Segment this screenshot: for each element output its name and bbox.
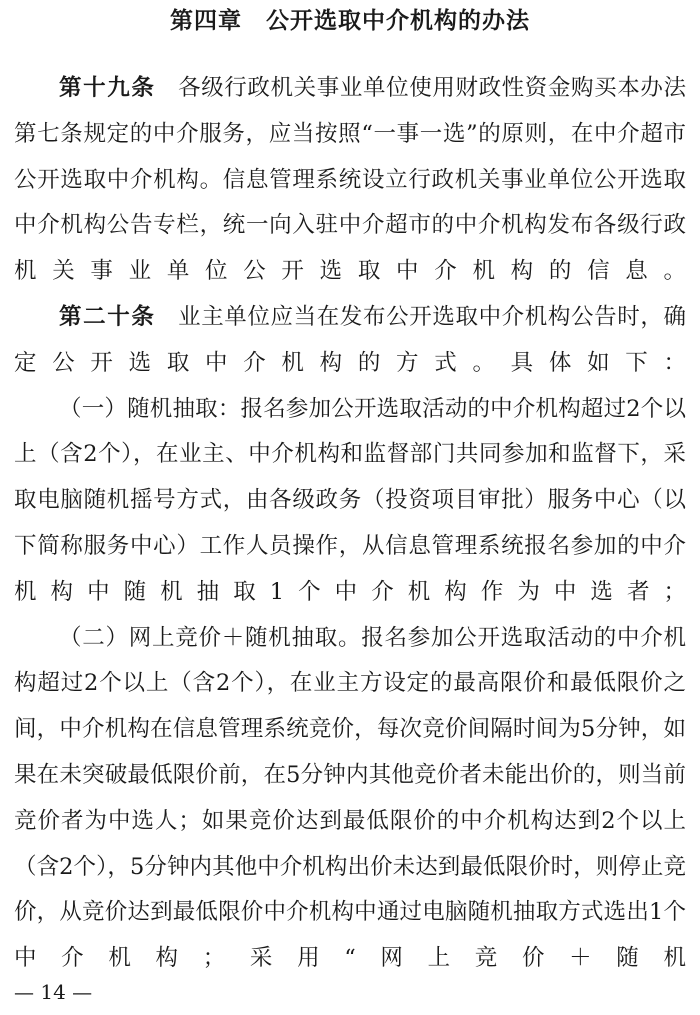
article-20-item-1 bbox=[14, 387, 686, 616]
article-19-text: 各级行政机关事业单位使用财政性资金购买本办法第七条规定的中介服务，应当按照“一事一选”的原则，在中介超市公开选取中介机构。信息管理系统设立行政机关事业单位公开选取中介机构公告专栏，统一向入驻中介超市的中介机构发布各级行政机关事业单位公开选取中介机构的信息。 bbox=[14, 75, 686, 285]
chapter-title: 第四章 公开选取中介机构的办法 bbox=[170, 8, 530, 34]
article-19-number: 第十九条 bbox=[59, 75, 156, 101]
page-number: — 14 — bbox=[14, 980, 93, 1004]
article-20-item-1-text: （一）随机抽取：报名参加公开选取活动的中介机构超过2个以上（含2个），在业主、中介机构和监督部门共同参加和监督下，采取电脑随机摇号方式，由各级政务（投资项目审批）服务中心（以下简称服务中心）工作人员操作，从信息管理系统报名参加的中介机构中随机抽取1个中介机构作为中选者； bbox=[14, 395, 686, 605]
article-19-paragraph bbox=[14, 66, 686, 295]
article-20-number: 第二十条 bbox=[59, 303, 156, 330]
article-20-paragraph bbox=[14, 295, 686, 387]
article-20-item-2 bbox=[14, 616, 686, 982]
document-body bbox=[14, 66, 686, 982]
article-20-item-2-text: （二）网上竞价＋随机抽取。报名参加公开选取活动的中介机构超过2个以上（含2个），在业主方设定的最高限价和最低限价之间，中介机构在信息管理系统竞价，每次竞价间隔时间为5分钟，如果在未突破最低限价前，在5分钟内其他竞价者未能出价的，则当前竞价者为中选人；如果竞价达到最低限价的中介机构达到2个以上（含2个），5分钟内其他中介机构出价未达到最低限价时，则停止竞价，从竞价达到最低限价中介机构中通过电脑随机抽取方式选出1个中介机构；采用“网上竞价＋随机 bbox=[14, 624, 686, 972]
article-20-text: 业主单位应当在发布公开选取中介机构公告时，确定公开选取中介机构的方式。具体如下： bbox=[14, 303, 686, 376]
